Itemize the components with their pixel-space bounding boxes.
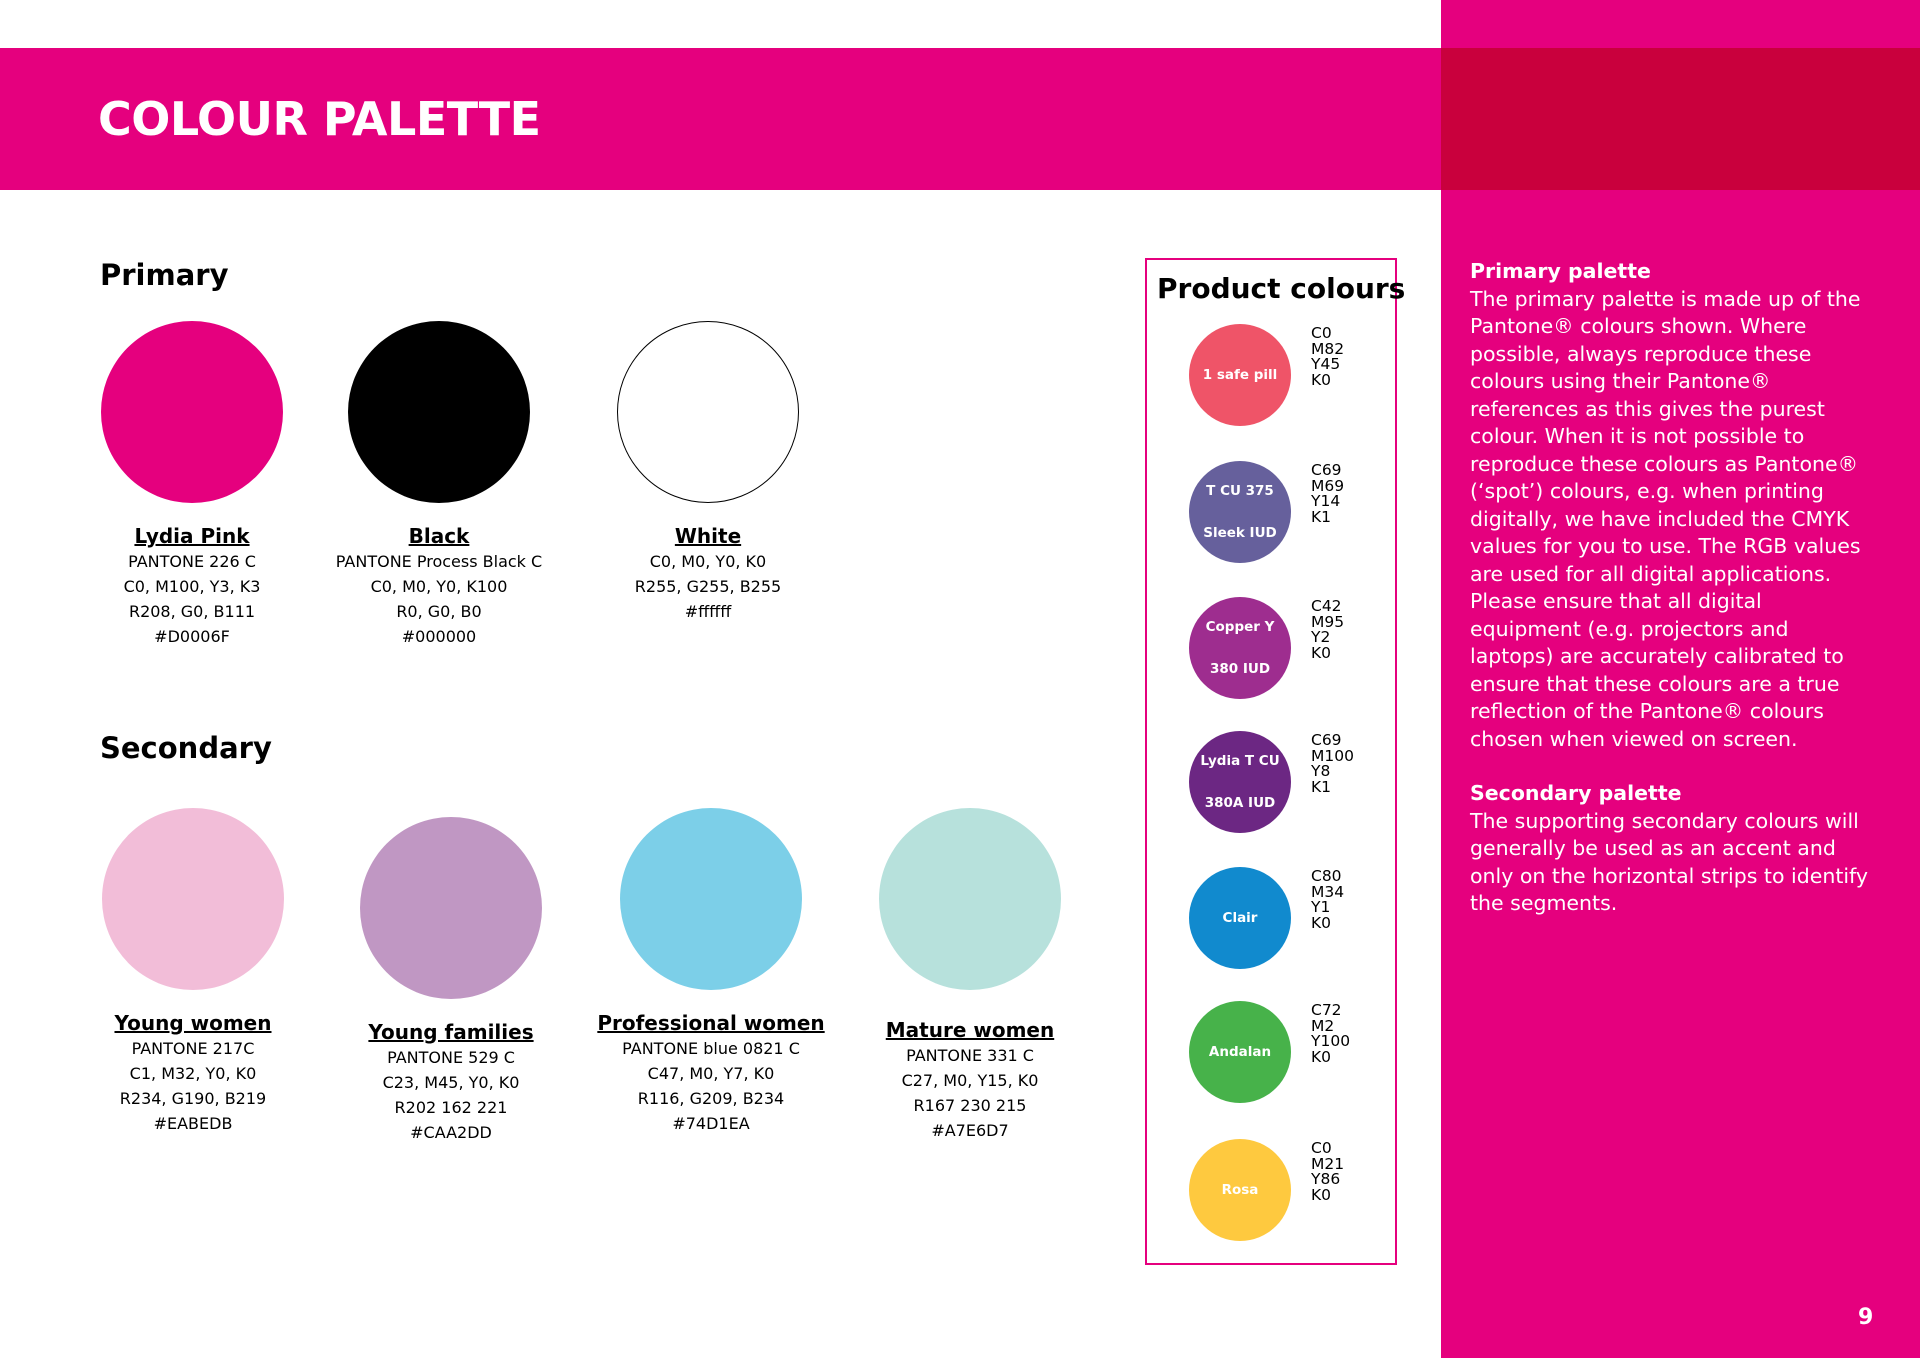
- product-item: [1189, 867, 1389, 977]
- cmyk-value: C80: [1311, 867, 1342, 885]
- page-number: 9: [1858, 1305, 1874, 1330]
- swatch-mature-women: [835, 808, 1105, 1143]
- product-label: Lydia T CU: [1200, 752, 1280, 769]
- cmyk-value: M34: [1311, 882, 1345, 901]
- product-cmyk: [1311, 869, 1344, 931]
- product-label: T CU 375: [1206, 482, 1274, 499]
- swatch-spec: PANTONE Process Black C: [335, 552, 543, 571]
- cmyk-value: C72: [1311, 1001, 1342, 1019]
- cmyk-value: M2: [1311, 1016, 1335, 1035]
- swatch-name: Young families: [368, 1020, 534, 1044]
- swatch-spec: #000000: [401, 627, 477, 646]
- swatch-spec: #74D1EA: [672, 1114, 750, 1133]
- swatch-spec: #A7E6D7: [931, 1121, 1009, 1140]
- product-color-circle: [1189, 731, 1291, 833]
- swatch-spec: C1, M32, Y0, K0: [129, 1064, 257, 1083]
- swatch-name: Professional women: [597, 1011, 825, 1035]
- product-cmyk: [1311, 326, 1344, 388]
- product-color-circle: [1189, 597, 1291, 699]
- product-label: Clair: [1222, 909, 1258, 926]
- swatch-spec: R234, G190, B219: [119, 1089, 267, 1108]
- product-cmyk: [1311, 1003, 1350, 1065]
- secondary-palette-text: The supporting secondary colours will generally be used as an accent and only on the horizontal strips to identify the segments.: [1470, 808, 1869, 915]
- cmyk-value: M21: [1311, 1154, 1345, 1173]
- color-circle: [620, 808, 802, 990]
- swatch-spec: #CAA2DD: [410, 1123, 492, 1142]
- swatch-spec: C0, M0, Y0, K100: [370, 577, 508, 596]
- product-item: [1189, 1001, 1389, 1111]
- product-item: [1189, 597, 1389, 707]
- product-color-circle: [1189, 461, 1291, 563]
- product-color-circle: [1189, 1001, 1291, 1103]
- primary-heading: Primary: [100, 258, 229, 292]
- color-circle: [617, 321, 799, 503]
- cmyk-value: Y8: [1311, 762, 1331, 780]
- swatch-spec: C47, M0, Y7, K0: [647, 1064, 775, 1083]
- color-circle: [360, 817, 542, 999]
- product-label: Rosa: [1221, 1181, 1259, 1198]
- swatch-spec: R208, G0, B111: [128, 602, 256, 621]
- swatch-spec: PANTONE blue 0821 C: [622, 1039, 800, 1058]
- swatch-spec: C23, M45, Y0, K0: [382, 1073, 520, 1092]
- color-circle: [101, 321, 283, 503]
- swatch-spec: PANTONE 217C: [131, 1039, 255, 1058]
- product-item: [1189, 731, 1389, 841]
- cmyk-value: M82: [1311, 339, 1345, 358]
- swatch-spec: R255, G255, B255: [634, 577, 782, 596]
- swatch-spec: C27, M0, Y15, K0: [901, 1071, 1039, 1090]
- color-circle: [348, 321, 530, 503]
- cmyk-value: Y45: [1311, 355, 1341, 373]
- product-label: Sleek IUD: [1203, 524, 1277, 541]
- swatch-spec: R116, G209, B234: [637, 1089, 785, 1108]
- swatch-white: [573, 321, 843, 624]
- swatch-spec: #EABEDB: [153, 1114, 233, 1133]
- primary-palette-text: The primary palette is made up of the Pantone® colours shown. Where possible, always reproduce these colours using their Pantone® references as this gives the purest colour. When it is not possible to reproduce these colours as Pantone® (‘spot’) colours, e.g. when printing digitally, we have included the CMYK values for you to use. The RGB values are used for all digital applications. Please ensure that all digital equipment (e.g. projectors and laptops) are accurately calibrated to ensure that these colours are a true reflection of the Pantone® colours chosen when viewed on screen.: [1470, 286, 1861, 751]
- cmyk-value: K1: [1311, 507, 1332, 526]
- swatch-black: [304, 321, 574, 649]
- swatch-spec: #ffffff: [684, 602, 732, 621]
- product-color-circle: [1189, 1139, 1291, 1241]
- swatch-professional-women: [576, 808, 846, 1136]
- cmyk-value: Y14: [1311, 492, 1341, 510]
- cmyk-value: K0: [1311, 370, 1332, 389]
- primary-palette-heading: Primary palette: [1470, 259, 1651, 283]
- swatch-young-families: [316, 817, 586, 1145]
- swatch-lydia-pink: [57, 321, 327, 649]
- swatch-spec: PANTONE 331 C: [906, 1046, 1034, 1065]
- swatch-young-women: [58, 808, 328, 1136]
- cmyk-value: K0: [1311, 913, 1332, 932]
- cmyk-value: K1: [1311, 777, 1332, 796]
- cmyk-value: M95: [1311, 612, 1345, 631]
- product-colours-title: Product colours: [1157, 272, 1406, 305]
- cmyk-value: M69: [1311, 476, 1345, 495]
- product-cmyk: [1311, 463, 1344, 525]
- product-label: 380A IUD: [1204, 794, 1276, 811]
- product-label: Copper Y: [1205, 618, 1275, 635]
- product-label: Andalan: [1208, 1043, 1272, 1060]
- cmyk-value: K0: [1311, 1185, 1332, 1204]
- swatch-name: Mature women: [885, 1018, 1055, 1042]
- cmyk-value: Y86: [1311, 1170, 1341, 1188]
- product-item: [1189, 1139, 1389, 1249]
- swatch-spec: PANTONE 529 C: [387, 1048, 515, 1067]
- sidebar-text: [1470, 258, 1870, 945]
- swatch-name: Lydia Pink: [134, 524, 250, 548]
- cmyk-value: K0: [1311, 643, 1332, 662]
- swatch-name: Black: [408, 524, 470, 548]
- cmyk-value: C0: [1311, 324, 1332, 342]
- product-item: [1189, 461, 1389, 571]
- swatch-spec: PANTONE 226 C: [128, 552, 256, 571]
- color-circle: [879, 808, 1061, 990]
- swatch-spec: R167 230 215: [913, 1096, 1027, 1115]
- cmyk-value: C0: [1311, 1139, 1332, 1157]
- product-label: 380 IUD: [1209, 660, 1271, 677]
- product-cmyk: [1311, 1141, 1344, 1203]
- cmyk-value: K0: [1311, 1047, 1332, 1066]
- sidebar-accent-block: [1441, 48, 1920, 190]
- swatch-spec: C0, M100, Y3, K3: [123, 577, 261, 596]
- cmyk-value: Y1: [1311, 898, 1331, 916]
- cmyk-value: Y2: [1311, 628, 1331, 646]
- product-color-circle: [1189, 867, 1291, 969]
- product-color-circle: [1189, 324, 1291, 426]
- product-cmyk: [1311, 599, 1344, 661]
- color-circle: [102, 808, 284, 990]
- secondary-heading: Secondary: [100, 731, 272, 765]
- product-label: 1 safe pill: [1202, 366, 1278, 383]
- swatch-name: White: [674, 524, 742, 548]
- cmyk-value: Y100: [1311, 1032, 1351, 1050]
- cmyk-value: C69: [1311, 731, 1342, 749]
- cmyk-value: C69: [1311, 461, 1342, 479]
- product-cmyk: [1311, 733, 1354, 795]
- product-item: [1189, 324, 1389, 434]
- secondary-palette-heading: Secondary palette: [1470, 781, 1682, 805]
- cmyk-value: C42: [1311, 597, 1342, 615]
- swatch-spec: R202 162 221: [394, 1098, 508, 1117]
- swatch-name: Young women: [114, 1011, 272, 1035]
- swatch-spec: C0, M0, Y0, K0: [649, 552, 767, 571]
- swatch-spec: R0, G0, B0: [396, 602, 482, 621]
- cmyk-value: M100: [1311, 746, 1354, 765]
- page-title: COLOUR PALETTE: [98, 92, 541, 146]
- swatch-spec: #D0006F: [154, 627, 230, 646]
